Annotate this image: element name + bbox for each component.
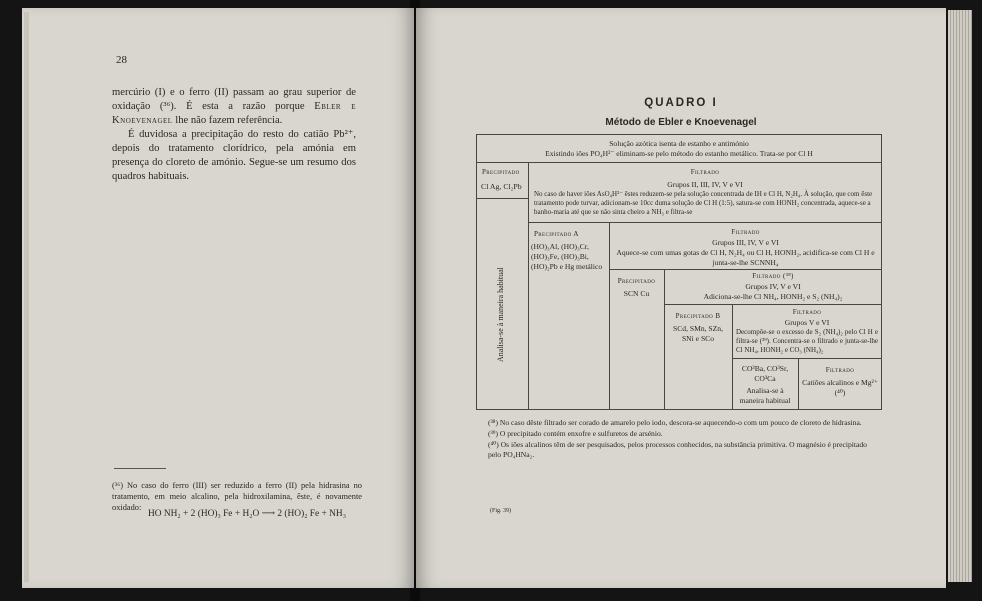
header-line-2: Existindo iões PO₄H²⁻ eliminam-se pelo método do estanho metálico. Trata-se por Cl H (545, 149, 813, 158)
groups-3: Grupos IV, V e VI (745, 282, 801, 291)
right-page-stack-edge (948, 10, 972, 582)
row-divider-2 (528, 222, 882, 223)
header-line-1: Solução azótica isenta de estanho e antimónio (609, 139, 749, 148)
groups-4: Grupos V e VI (784, 318, 830, 327)
left-cell-divider (476, 198, 528, 199)
note-40: (⁴⁰) Os iões alcalinos têm de ser pesquisados, pelos processos conhecidos, na substância primitiva. O magnésio é precipitado pelo PO₄HNa₂. (488, 439, 867, 460)
filtrado-label-1: Filtrado (690, 168, 720, 176)
precipitado-value-1: Cl Ag, Cl₂Pb (481, 182, 522, 191)
precipitado-c-note: Analisa-se à maneira habitual (739, 386, 791, 405)
page-number: 28 (116, 54, 127, 66)
filtrado-label-5: Filtrado (825, 366, 855, 374)
filtrado-label-3: Filtrado (³⁸) (752, 272, 794, 280)
paragraph-1-text: mercúrio (I) e o ferro (II) passam ao grau superior de oxidação (³⁶). É esta a razão porque (112, 87, 356, 112)
precipitado-label-1: Precipitado (482, 168, 520, 176)
precipitado-scn-value: SCN Cu (623, 289, 650, 298)
footnote-rule (114, 468, 166, 469)
filtrado-text-3: Adiciona-se-lhe Cl NH₄, HONH₂ e S₂ (NH₄)₂ (703, 292, 843, 301)
column-divider-2 (609, 222, 610, 410)
figure-reference: (Fig. 39) (490, 508, 511, 514)
vertical-label: Analisa-se à maneira habitual (496, 267, 505, 362)
table-notes (488, 418, 880, 461)
note-38: (³⁸) No caso dêste filtrado ser corado de amarelo pelo iodo, descora-se aquecendo-o com um pouco de cloreto de hidrasina. (488, 418, 862, 427)
precipitado-c-value: CO³Ba, CO³Sr, CO³Ca (741, 364, 789, 383)
column-divider-1 (528, 162, 529, 410)
table-subtitle: Método de Ebler e Knoevenagel (605, 117, 757, 128)
precipitado-b-label: Precipitado B (675, 312, 721, 320)
chemical-equation: HO NH₂ + 2 (HO)₃ Fe + H₂O ⟶ 2 (HO)₂ Fe + NH₃ (148, 509, 346, 519)
groups-1: Grupos II, III, IV, V e VI (667, 180, 743, 189)
precipitado-b-value: SCd, SMn, SZn, SNi e SCo (672, 324, 723, 343)
footnote-36: (³⁶) No caso do ferro (III) ser reduzido a ferro (II) pela hidrasina no tratamento, em meio alcalino, pela hidroxilamina, êste, é novamente oxidado: (112, 481, 362, 512)
paragraph-1-end: lhe não fazem referência. (175, 115, 283, 126)
precipitado-a-value: (HO)₃Al, (HO)₃Cr, (HO)₃Fe, (HO)₃Bi, (HO)₂Pb e Hg metálico (531, 242, 603, 271)
filtrado-text-1: No caso de haver iões AsO₄H²⁻ êstes reduzem-se pela solução concentrada de IH e Cl H, N₂H₄. À solução, que com êste tratamento pode turvar, adicionam-se 10cc duma solução de Cl H (1:5), satura-se com HONH₂ concentrada, aquece-se a banho-maria até que se não sinta cheiro a NH₃ e filtra-se (534, 190, 873, 216)
header-divider (476, 162, 882, 163)
table-title: QUADRO I (644, 97, 718, 109)
left-page-edge (24, 12, 29, 582)
precipitado-scn-label: Precipitado (617, 277, 656, 285)
row-divider-5 (732, 358, 882, 359)
row-divider-3 (609, 269, 882, 270)
filtrado-label-2: Filtrado (731, 228, 760, 236)
body-text (112, 86, 356, 184)
author-names: Ebler e Knoevenagel (112, 101, 356, 126)
precipitado-a-label: Precipitado A (534, 230, 579, 238)
note-39: (³⁹) O precipitado contém enxofre e sulfuretos de arsénio. (488, 428, 663, 438)
filtrado-text-4: Decompõe-se o excesso de S₂ (NH₄)₂ pelo Cl H e filtra-se (³⁹). Concentra-se o filtrado e junta-se-lhe Cl NH₄, HONH₂ e CO₃ (NH₄)₂ (736, 328, 878, 354)
groups-2: Grupos III, IV, V e VI (712, 238, 779, 247)
filtrado-text-2: Aquece-se com umas gotas de Cl H, N₂H₄ ou Cl H, HONH₂, acidifica-se com Cl H e junta-se-lhe SCNNH₄ (616, 248, 875, 267)
paragraph-1 (112, 86, 356, 128)
row-divider-4 (664, 304, 882, 305)
paragraph-2: É duvidosa a precipitação do resto do catião Pb²⁺, depois do tratamento clorídrico, pela amónia em presença do cloreto de amónio. Segue-se um resumo dos quadros habituais. (112, 129, 356, 182)
filtrado-5-value: Catiões alcalinos e Mg²⁺ (⁴⁰) (802, 378, 878, 397)
quadro-table (476, 134, 882, 410)
filtrado-label-4: Filtrado (792, 308, 822, 316)
